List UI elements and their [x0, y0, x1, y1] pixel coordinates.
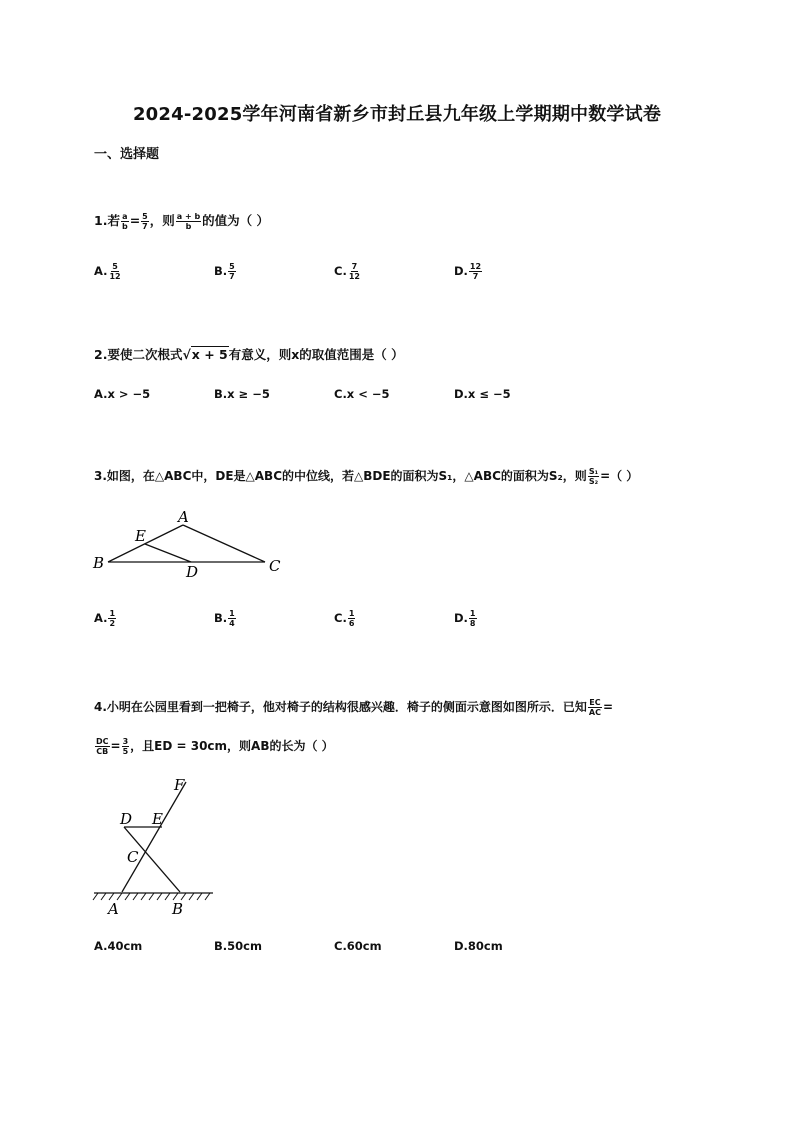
- q4-equals-2: =: [110, 739, 121, 753]
- page-title: 2024-2025学年河南省新乡市封丘县九年级上学期期中数学试卷: [132, 104, 662, 125]
- q4-fraction-dc-cb: $\frac{DC}{CB}$: [96, 737, 109, 756]
- chair-figure: [88, 772, 223, 920]
- label-b: B: [172, 900, 184, 918]
- q2-suffix: 有意义，则x的取值范围是（ ）: [228, 347, 404, 362]
- q2-prefix: 2.要使二次根式: [94, 347, 183, 362]
- label-a: A: [178, 508, 189, 526]
- label-e: E: [152, 810, 163, 828]
- q3-fraction-s1-s2: $\frac{\text{S₁}}{\text{S₂}}$: [588, 467, 599, 486]
- q4-equals-1: =: [602, 700, 614, 714]
- q4-fraction-ec-ac: $\frac{EC}{AC}$: [588, 698, 601, 717]
- q3-option-c[interactable]: C. $\frac{1}{6}$: [334, 609, 355, 628]
- q1-mid: ，则: [149, 213, 175, 228]
- q4-line1: 4.小明在公园里看到一把椅子，他对椅子的结构很感兴趣．椅子的侧面示意图如图所示．已知: [94, 700, 587, 714]
- segment-ac: [183, 525, 265, 562]
- q1-prefix: 1.若: [94, 213, 120, 228]
- question-3: [94, 467, 638, 486]
- q4-option-d[interactable]: D.80cm: [454, 939, 503, 953]
- q2-option-b[interactable]: B.x ≥ −5: [214, 387, 270, 401]
- section-heading: 一、选择题: [94, 147, 160, 162]
- q1-option-b[interactable]: B. $\frac{5}{7}$: [214, 262, 235, 281]
- segment-af: [122, 782, 186, 892]
- label-e: E: [135, 527, 146, 545]
- q3-option-a[interactable]: A. $\frac{1}{2}$: [94, 609, 116, 628]
- q3-suffix: =（ ）: [600, 469, 639, 483]
- question-1: [94, 211, 269, 231]
- q1-suffix: 的值为（ ）: [202, 213, 270, 228]
- q1-option-a[interactable]: A. $\frac{5}{12}$: [94, 262, 121, 281]
- label-b: B: [93, 554, 105, 572]
- q3-option-d[interactable]: D. $\frac{1}{8}$: [454, 609, 476, 628]
- q2-option-c[interactable]: C.x < −5: [334, 387, 390, 401]
- question-4-line-1: [94, 698, 613, 717]
- q4-line2-suffix: ，且ED = 30cm，则AB的长为（ ）: [130, 739, 334, 753]
- q1-equals: =: [129, 213, 141, 228]
- q4-option-c[interactable]: C.60cm: [334, 939, 382, 953]
- q4-option-b[interactable]: B.50cm: [214, 939, 262, 953]
- q1-fraction-sum: $\frac{a + b}{b}$: [176, 212, 201, 231]
- label-f: F: [174, 776, 185, 794]
- ground-hatching: [93, 893, 210, 900]
- question-2: [94, 345, 404, 363]
- q1-fraction-5-7: $\frac{5}{7}$: [142, 212, 148, 231]
- label-d: D: [186, 563, 199, 580]
- label-c: C: [269, 557, 281, 575]
- q4-fraction-3-5: $\frac{3}{5}$: [122, 737, 129, 756]
- q1-option-d[interactable]: D. $\frac{12}{7}$: [454, 262, 482, 281]
- label-a: A: [108, 900, 119, 918]
- q3-option-b[interactable]: B. $\frac{1}{4}$: [214, 609, 235, 628]
- q1-option-c[interactable]: C. $\frac{7}{12}$: [334, 262, 360, 281]
- q2-option-d[interactable]: D.x ≤ −5: [454, 387, 511, 401]
- q3-text: 3.如图，在△ABC中，DE是△ABC的中位线，若△BDE的面积为S₁，△ABC的面积为S₂，则: [94, 469, 587, 483]
- triangle-abc-figure: [88, 505, 298, 580]
- q4-option-a[interactable]: A.40cm: [94, 939, 143, 953]
- segment-ed: [145, 544, 191, 562]
- question-4-line-2: [94, 737, 334, 756]
- q2-sqrt: √x + 5: [182, 347, 228, 362]
- label-d: D: [120, 810, 133, 828]
- q2-option-a[interactable]: A.x > −5: [94, 387, 151, 401]
- q1-fraction-a-b: $\frac{a}{b}$: [121, 212, 128, 231]
- label-c: C: [127, 848, 139, 866]
